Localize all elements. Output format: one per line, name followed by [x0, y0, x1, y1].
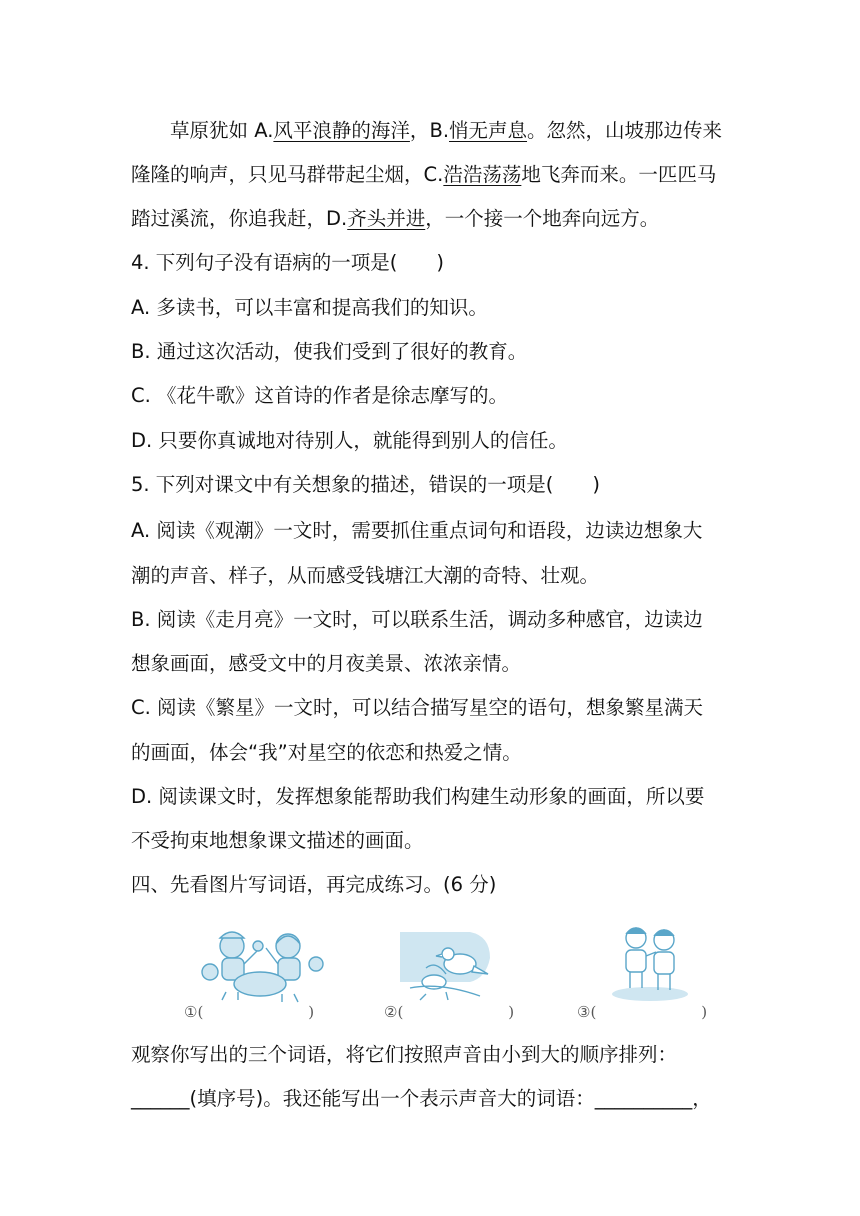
- passage-text: 踏过溪流，你追我赶，: [131, 207, 327, 230]
- passage-text: 。忽然，山坡那边传来: [527, 119, 723, 142]
- question-5-option-d-line-1: D. 阅读课文时，发挥想象能帮助我们构建生动形象的画面，所以要: [131, 785, 705, 808]
- passage-text: ，一个接一个地奔向远方。: [425, 207, 660, 230]
- passage-text: ，: [409, 119, 430, 142]
- option-marker-b: B.: [429, 119, 450, 142]
- picture-3-caption: ③( ): [577, 1003, 708, 1021]
- question-5-option-b-line-1: B. 阅读《走月亮》一文时，可以联系生活，调动多种感官，边读边: [131, 608, 703, 631]
- underlined-phrase-a: 风平浪静的海洋: [273, 119, 410, 142]
- section-4-instruction-line-2: ______(填序号)。我还能写出一个表示声音大的词语：__________，: [131, 1087, 712, 1110]
- option-marker-c: C.: [423, 163, 444, 186]
- underlined-phrase-d: 齐头并进: [347, 207, 426, 230]
- underlined-phrase-b: 悄无声息: [449, 119, 528, 142]
- passage-text: 草原犹如: [170, 119, 255, 142]
- question-5-option-d-line-2: 不受拘束地想象课文描述的画面。: [131, 829, 424, 852]
- question-5-option-c-line-2: 的画面，体会“我”对星空的依恋和热爱之情。: [131, 741, 522, 764]
- passage-text: 地飞奔而来。一匹匹马: [521, 163, 717, 186]
- question-4-option-c: C. 《花牛歌》这首诗的作者是徐志摩写的。: [131, 384, 509, 407]
- passage-text: 隆隆的响声，只见马群带起尘烟，: [131, 163, 424, 186]
- children-whispering-illustration: [606, 922, 696, 1004]
- bird-on-branch-illustration: [396, 928, 496, 1002]
- question-5-option-c-line-1: C. 阅读《繁星》一文时，可以结合描写星空的语句，想象繁星满天: [131, 696, 704, 719]
- underlined-phrase-c: 浩浩荡荡: [443, 163, 522, 186]
- picture-2-caption: ②( ): [384, 1003, 515, 1021]
- option-marker-a: A.: [254, 119, 274, 142]
- section-4-heading: 四、先看图片写词语，再完成练习。(6 分): [131, 873, 497, 896]
- question-5-stem: 5. 下列对课文中有关想象的描述，错误的一项是( ): [131, 473, 601, 496]
- passage-line-3: [131, 204, 731, 234]
- question-4-option-b: B. 通过这次活动，使我们受到了很好的教育。: [131, 340, 528, 363]
- question-4-option-a: A. 多读书，可以丰富和提高我们的知识。: [131, 296, 488, 319]
- children-celebrating-illustration: [196, 924, 336, 1004]
- picture-1-caption: ①( ): [184, 1003, 315, 1021]
- passage-line-2: [131, 160, 731, 190]
- passage-line-1: [170, 116, 770, 146]
- section-4-instruction-line-1: 观察你写出的三个词语，将它们按照声音由小到大的顺序排列：: [131, 1043, 678, 1066]
- question-5-option-a-line-1: A. 阅读《观潮》一文时，需要抓住重点词句和语段，边读边想象大: [131, 519, 703, 542]
- question-5-option-b-line-2: 想象画面，感受文中的月夜美景、浓浓亲情。: [131, 652, 522, 675]
- question-4-stem: 4. 下列句子没有语病的一项是( ): [131, 251, 445, 274]
- option-marker-d: D.: [326, 207, 348, 230]
- question-5-option-a-line-2: 潮的声音、样子，从而感受钱塘江大潮的奇特、壮观。: [131, 564, 600, 587]
- question-4-option-d: D. 只要你真诚地对待别人，就能得到别人的信任。: [131, 429, 568, 452]
